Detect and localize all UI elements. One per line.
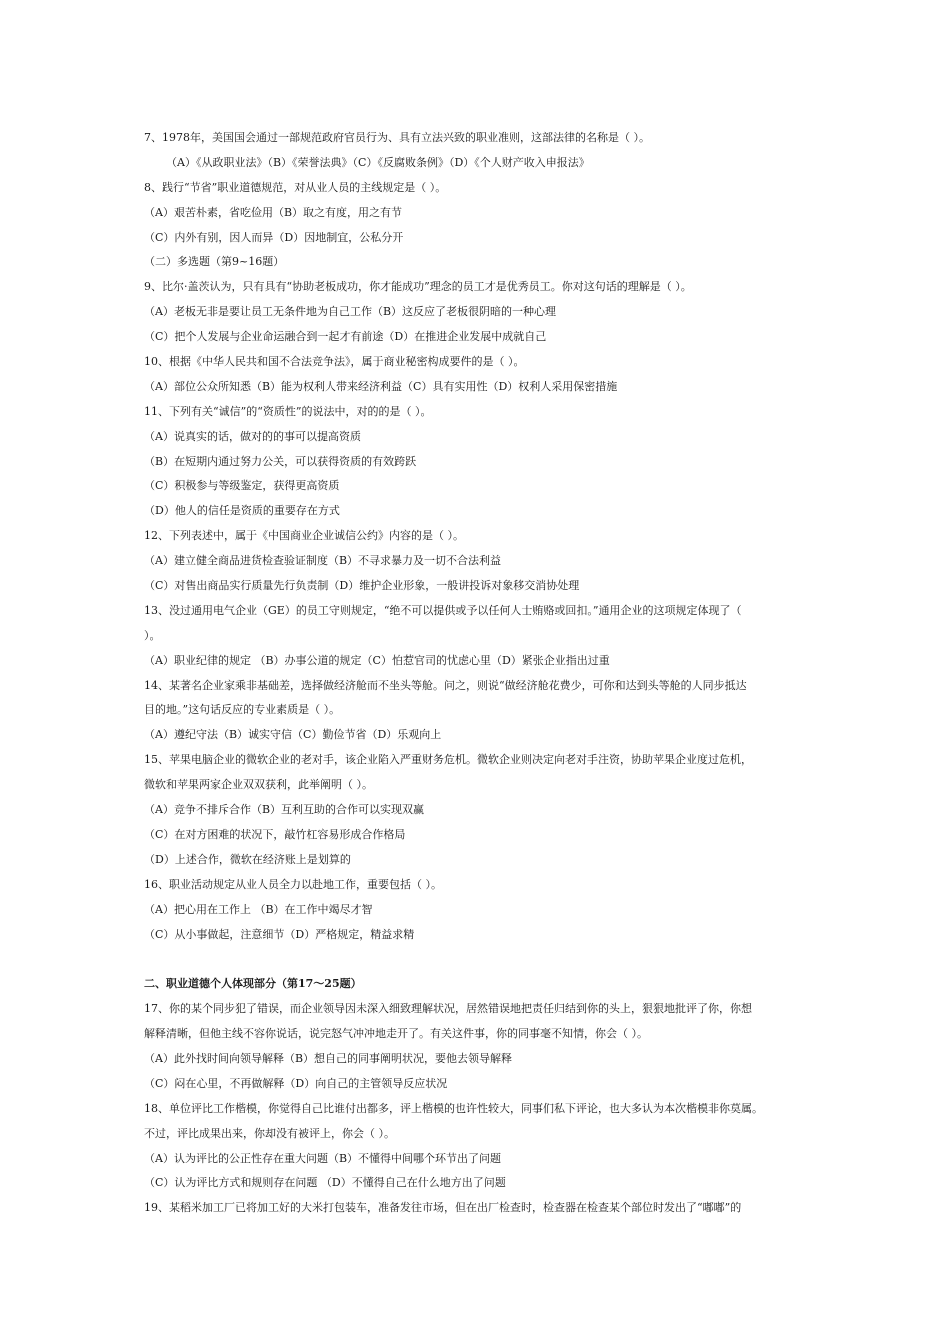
text-line: 9、比尔·盖茨认为，只有具有“协助老板成功，你才能成功”理念的员工才是优秀员工。你对这句话的理解是（ ）。	[144, 280, 692, 294]
text-line: ）。	[144, 628, 161, 642]
text-line: （D）上述合作，微软在经济账上是划算的	[144, 852, 351, 866]
text-line: （A）认为评比的公正性存在重大问题（B）不懂得中间哪个环节出了问题	[144, 1151, 502, 1165]
text-line: 10、根据《中华人民共和国不合法竞争法》，属于商业秘密构成要件的是（ ）。	[144, 355, 525, 369]
text-line: 不过，评比成果出来，你却没有被评上，你会（ ）。	[144, 1126, 395, 1140]
text-line: （A）部位公众所知悉（B）能为权利人带来经济利益（C）具有实用性（D）权利人采用保密措施	[144, 379, 618, 393]
document-body	[144, 126, 824, 1221]
text-line: （C）积极参与等级鉴定，获得更高资质	[144, 479, 340, 493]
text-line: （A）《从政职业法》（B）《荣誉法典》（C）《反腐败条例》（D）《个人财产收入申报法》	[166, 155, 590, 169]
text-line: 11、下列有关“诚信”的“资质性”的说法中，对的的是（ ）。	[144, 404, 432, 418]
text-line: 7、1978年，美国国会通过一部规范政府官员行为、具有立法兴致的职业准则，这部法律的名称是（ ）。	[144, 131, 650, 144]
text-line: （A）说真实的话，做对的的事可以提高资质	[144, 429, 361, 443]
text-line: （A）把心用在工作上 （B）在工作中竭尽才智	[144, 902, 373, 916]
text-line: （A）竞争不排斥合作（B）互利互助的合作可以实现双赢	[144, 803, 425, 817]
text-line: 目的地。”这句话反应的专业素质是（ ）。	[144, 703, 341, 717]
text-line: （A）职业纪律的规定 （B）办事公道的规定（C）怕惹官司的忧虑心里（D）紧张企业指出过重	[144, 653, 610, 667]
text-line: （A）建立健全商品进货检查验证制度（B）不寻求暴力及一切不合法利益	[144, 554, 502, 568]
text-line: （C）从小事做起，注意细节（D）严格规定，精益求精	[144, 927, 415, 941]
text-line: （D）他人的信任是资质的重要存在方式	[144, 504, 340, 518]
text-line: 14、某著名企业家乘非基础差，选择做经济舱而不坐头等舱。问之，则说“做经济舱花费少，可你和达到头等舱的人同步抵达	[144, 678, 747, 692]
text-line: （C）内外有别，因人而异（D）因地制宜，公私分开	[144, 230, 404, 244]
text-line: 8、践行“节省”职业道德规范，对从业人员的主线规定是（ ）。	[144, 180, 447, 194]
text-line: 13、没过通用电气企业（GE）的员工守则规定，“绝不可以提供或予以任何人士贿赂或回扣。”通用企业的这项规定体现了（	[144, 603, 742, 617]
text-line: 16、职业活动规定从业人员全力以赴地工作，重要包括（ ）。	[144, 877, 442, 891]
text-line: （A）遵纪守法（B）诚实守信（C）勤俭节省（D）乐观向上	[144, 728, 442, 742]
text-line: 解释清晰，但他主线不容你说话，说完怒气冲冲地走开了。有关这件事，你的同事毫不知情，你会（ ）。	[144, 1027, 648, 1041]
text-line: （A）艰苦朴素，省吃俭用（B）取之有度，用之有节	[144, 205, 403, 219]
blank-line	[144, 947, 824, 972]
section-heading: 二、职业道德个人体现部分（第17～25题）	[144, 977, 362, 991]
text-line: 15、苹果电脑企业的微软企业的老对手，该企业陷入严重财务危机。微软企业则决定向老对手注资，协助苹果企业度过危机，	[144, 753, 752, 767]
text-line: （A）此外找时间向领导解释（B）想自己的同事阐明状况，要他去领导解释	[144, 1051, 513, 1065]
text-line: 19、某稻米加工厂已将加工好的大米打包装车，准备发往市场，但在出厂检查时，检查器在检查某个部位时发出了“嘟嘟”的	[144, 1201, 742, 1215]
text-line: 18、单位评比工作楷模，你觉得自己比谁付出都多，评上楷模的也许性较大，同事们私下评论，也大多认为本次楷模非你莫属。	[144, 1101, 763, 1115]
text-line: （A）老板无非是要让员工无条件地为自己工作（B）这反应了老板很阴暗的一种心理	[144, 305, 557, 319]
text-line: （B）在短期内通过努力公关，可以获得资质的有效跨跃	[144, 454, 417, 468]
text-line: （二）多选题（第9~16题）	[144, 255, 285, 269]
text-line: （C）认为评比方式和规则存在问题 （D）不懂得自己在什么地方出了问题	[144, 1176, 506, 1190]
text-line: （C）把个人发展与企业命运融合到一起才有前途（D）在推进企业发展中成就自己	[144, 330, 547, 344]
text-line: （C）闷在心里，不再做解释（D）向自己的主管领导反应状况	[144, 1076, 448, 1090]
text-line: （C）在对方困难的状况下，敲竹杠容易形成合作格局	[144, 827, 406, 841]
text-line: 12、下列表述中，属于《中国商业企业诚信公约》内容的是（ ）。	[144, 529, 464, 543]
text-line: 微软和苹果两家企业双双获利，此举阐明（ ）。	[144, 778, 373, 792]
text-line: （C）对售出商品实行质量先行负责制（D）维护企业形象，一般讲投诉对象移交消协处理	[144, 579, 580, 593]
text-line: 17、你的某个同步犯了错误，而企业领导因未深入细致理解状况，居然错误地把责任归结到你的头上，狠狠地批评了你，你想	[144, 1002, 752, 1016]
